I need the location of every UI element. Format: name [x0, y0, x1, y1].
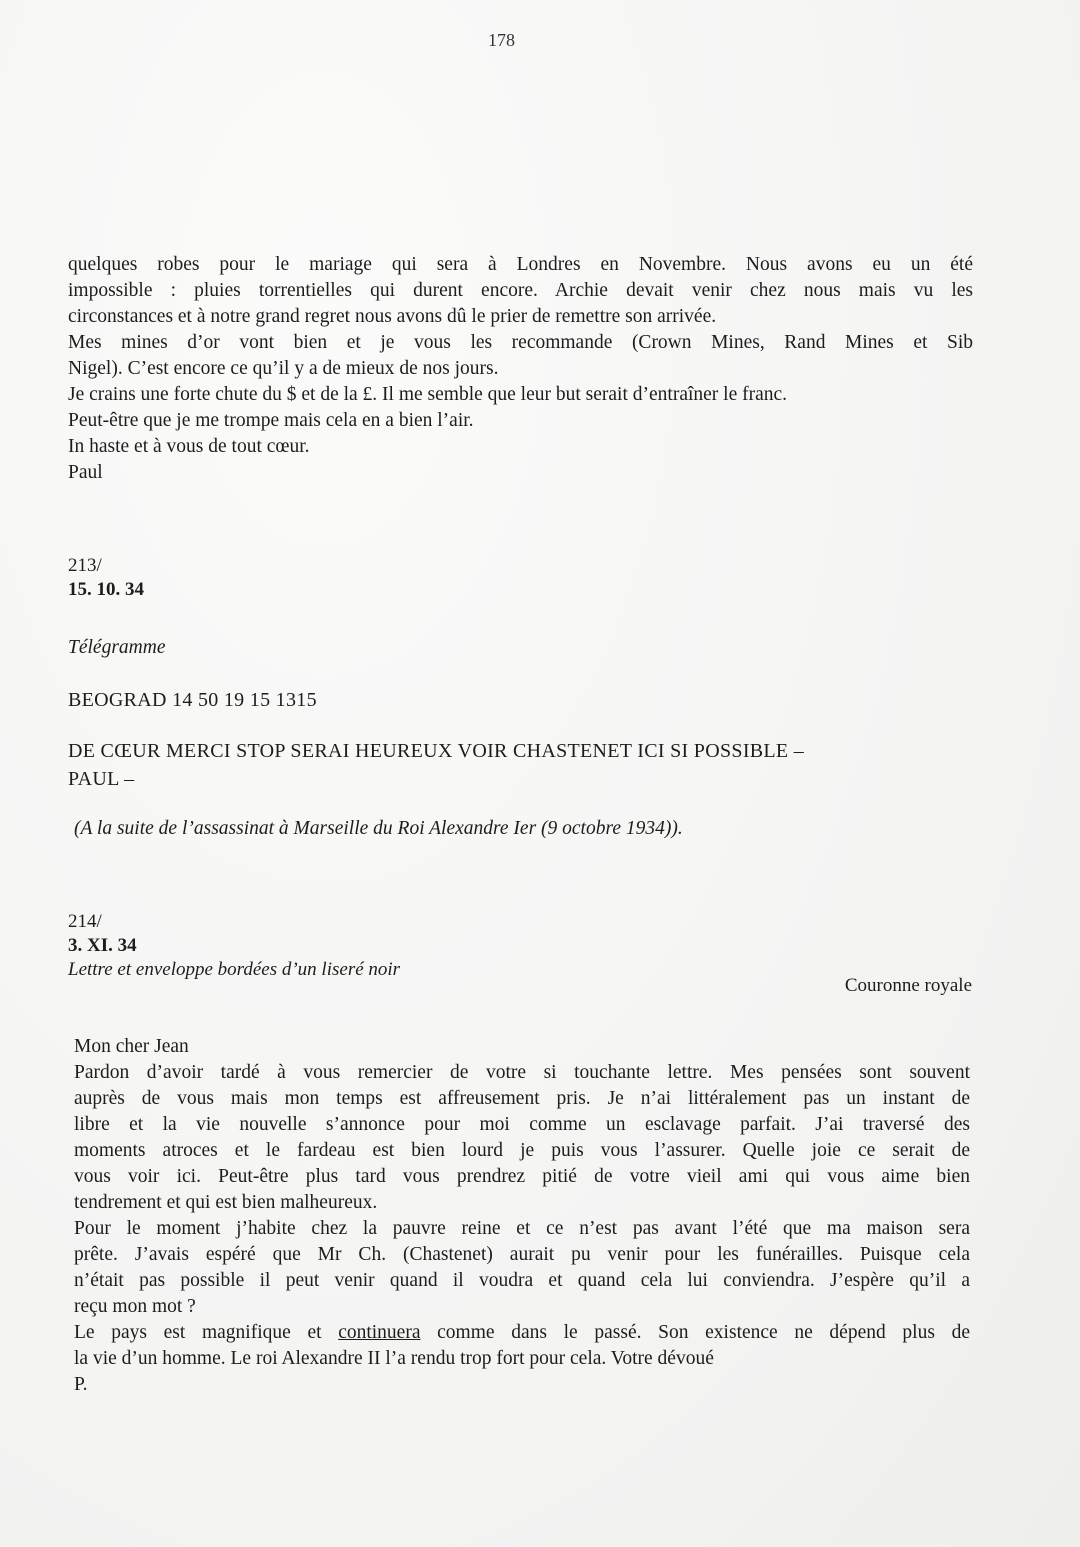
- letter-signature: P.: [74, 1374, 88, 1395]
- letter-line: vous voir ici. Peut-être plus tard vous prendrez pitié de votre vieil ami qui vous aime bien: [74, 1166, 970, 1187]
- letter-line: prête. J’avais espéré que Mr Ch. (Chastenet) aurait pu venir pour les funérailles. Puisque cela: [74, 1244, 970, 1265]
- letter-line: moments atroces et le fardeau est bien lourd je puis vous l’assurer. Quelle joie ce serait de: [74, 1140, 970, 1161]
- document-type: Télégramme: [68, 637, 166, 658]
- entry-number: 213/: [68, 555, 102, 576]
- letter-line: la vie d’un homme. Le roi Alexandre II l’a rendu trop fort pour cela. Votre dévoué: [74, 1348, 714, 1369]
- telegram-message-line: PAUL –: [68, 768, 135, 790]
- editor-note: (A la suite de l’assassinat à Marseille du Roi Alexandre Ier (9 octobre 1934)).: [74, 818, 683, 839]
- letter-text: Le pays est magnifique et: [74, 1322, 339, 1343]
- entry-date: 15. 10. 34: [68, 579, 144, 600]
- entry-213-type: [68, 635, 973, 661]
- letter-line: Pardon d’avoir tardé à vous remercier de votre si touchante lettre. Mes pensées sont souvent: [74, 1062, 970, 1083]
- telegram-message-line: DE CŒUR MERCI STOP SERAI HEUREUX VOIR CHASTENET ICI SI POSSIBLE –: [68, 740, 805, 762]
- entry-date: 3. XI. 34: [68, 935, 137, 956]
- letter-text: comme dans le passé. Son existence ne dépend plus de: [420, 1322, 970, 1343]
- letter-line: [74, 1320, 970, 1346]
- entry-number: 214/: [68, 911, 102, 932]
- editor-note-block: [74, 816, 979, 842]
- letter-line: In haste et à vous de tout cœur.: [68, 436, 310, 457]
- letter-line: Nigel). C’est encore ce qu’il y a de mieux de nos jours.: [68, 358, 499, 379]
- letter-line: tendrement et qui est bien malheureux.: [74, 1192, 378, 1213]
- telegram-header-block: [68, 686, 973, 714]
- letter-line: Je crains une forte chute du $ et de la £. Il me semble que leur but serait d’entraîner le franc.: [68, 384, 788, 405]
- entry-213: [68, 554, 973, 602]
- entry-214: [68, 910, 973, 982]
- letter-salutation: Mon cher Jean: [74, 1036, 189, 1057]
- document-description: Lettre et enveloppe bordées d’un liseré noir: [68, 959, 401, 980]
- letter-line: Peut-être que je me trompe mais cela en a bien l’air.: [68, 410, 474, 431]
- underlined-word: continuera: [338, 1322, 421, 1343]
- letter-line: n’était pas possible il peut venir quand il voudra et quand cela lui conviendra. J’espère qu’il a: [74, 1270, 970, 1291]
- letter-line: quelques robes pour le mariage qui sera à Londres en Novembre. Nous avons eu un été: [68, 254, 973, 275]
- letter-line: Pour le moment j’habite chez la pauvre reine et ce n’est pas avant l’été que ma maison sera: [74, 1218, 970, 1239]
- telegram-header: BEOGRAD 14 50 19 15 1315: [68, 689, 317, 711]
- letter-214-body: [74, 1034, 970, 1398]
- letter-line: auprès de vous mais mon temps est affreusement pris. Je n’ai littéralement pas un instant de: [74, 1088, 970, 1109]
- letter-line: impossible : pluies torrentielles qui durent encore. Archie devait venir chez nous mais vu les: [68, 280, 973, 301]
- letterhead: Couronne royale: [844, 975, 972, 996]
- letter-line: Mes mines d’or vont bien et je vous les recommande (Crown Mines, Rand Mines et Sib: [68, 332, 973, 353]
- telegram-message-block: [68, 737, 973, 793]
- page-number: 178: [488, 30, 515, 50]
- letter-signature: Paul: [68, 462, 103, 483]
- letter-line: reçu mon mot ?: [74, 1296, 196, 1317]
- letter-continuation: [68, 252, 973, 486]
- letter-line: circonstances et à notre grand regret nous avons dû le prier de remettre son arrivée.: [68, 306, 717, 327]
- letter-line: libre et la vie nouvelle s’annonce pour moi comme un esclavage parfait. J’ai traversé des: [74, 1114, 970, 1135]
